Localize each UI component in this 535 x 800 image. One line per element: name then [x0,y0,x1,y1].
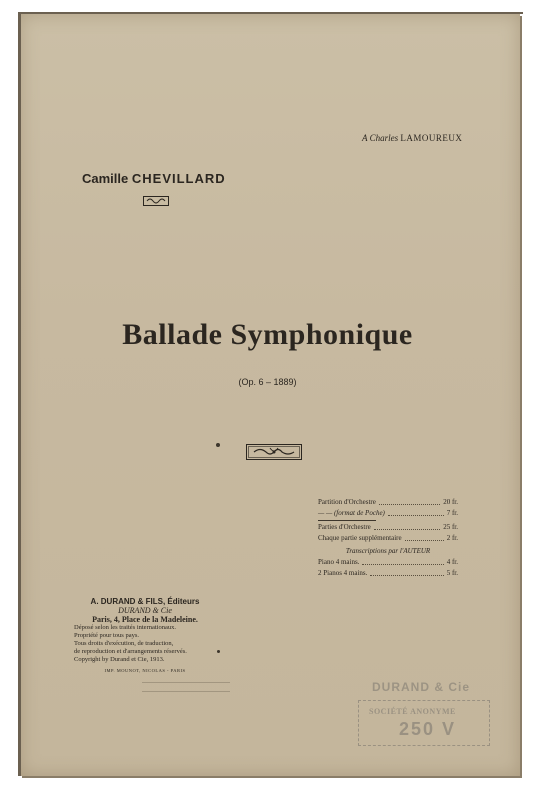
price-value: 2 fr. [446,534,458,542]
price-label: Piano 4 mains. [318,558,360,566]
stamp-firm-name: DURAND & Cie [372,680,471,694]
price-value: 4 fr. [446,558,458,566]
legal-line: de reproduction et d'arrangements réservés. [74,648,187,655]
price-row-extra-part [318,533,458,544]
stamp-box [358,700,490,746]
price-list [318,497,458,579]
price-label: — — (format de Poche) [318,509,385,517]
composer-last-name: CHEVILLARD [131,171,226,186]
printer-credit: IMP. MOUNOT, NICOLAS - PARIS [104,668,186,673]
ink-dot [216,443,220,447]
composer-name [82,171,226,186]
dot-leader [379,497,440,505]
price-row-two-pianos [318,568,458,579]
price-label: Partition d'Orchestre [318,498,376,506]
composer-first-name: Camille [82,171,129,186]
dot-leader [362,557,443,565]
price-value: 7 fr. [446,509,458,517]
price-row-pocket-score [318,508,458,519]
dedication [362,133,462,143]
price-value: 20 fr. [443,498,458,506]
price-row-piano-4-hands [318,557,458,568]
publisher-name: A. DURAND & FILS, Éditeurs [90,597,200,606]
opus-number: (Op. 6 – 1889) [238,377,297,387]
stamp-line: SOCIÉTÉ ANONYME [369,707,456,716]
work-title: Ballade Symphonique [122,318,413,351]
stamp-price: 250 V [399,719,457,739]
dedication-prefix: A Charles [362,133,399,143]
ink-dot [217,650,220,653]
price-value: 5 fr. [446,569,458,577]
price-row-parts [318,522,458,533]
transcriptions-heading: Transcriptions par l'AUTEUR [345,547,431,555]
dot-leader [370,568,443,576]
legal-line: Tous droits d'exécution, de traduction, [74,640,174,647]
legal-line: Propriété pour tous pays. [74,632,139,639]
price-value: 25 fr. [443,523,458,531]
publisher-address: Paris, 4, Place de la Madeleine. [92,615,198,624]
faint-stamp-mark [142,682,230,692]
divider [318,520,376,521]
price-label: Parties d'Orchestre [318,523,371,531]
publisher-firm: DURAND & Cie [118,606,172,615]
price-label: Chaque partie supplémentaire [318,534,402,542]
copyright-line: Copyright by Durand et Cie, 1913. [74,656,165,663]
dot-leader [388,508,444,516]
publisher-imprint [70,597,220,675]
dedication-name: LAMOUREUX [400,133,463,143]
page-edge-left [18,14,21,776]
price-row-full-score [318,497,458,508]
small-ornament-icon [143,193,169,211]
dealer-stamp [358,680,494,750]
dot-leader [374,522,440,530]
lyre-ornament-icon [246,444,302,465]
price-label: 2 Pianos 4 mains. [318,569,368,577]
dot-leader [405,533,444,541]
legal-line: Déposé selon les traités internationaux. [74,624,176,631]
